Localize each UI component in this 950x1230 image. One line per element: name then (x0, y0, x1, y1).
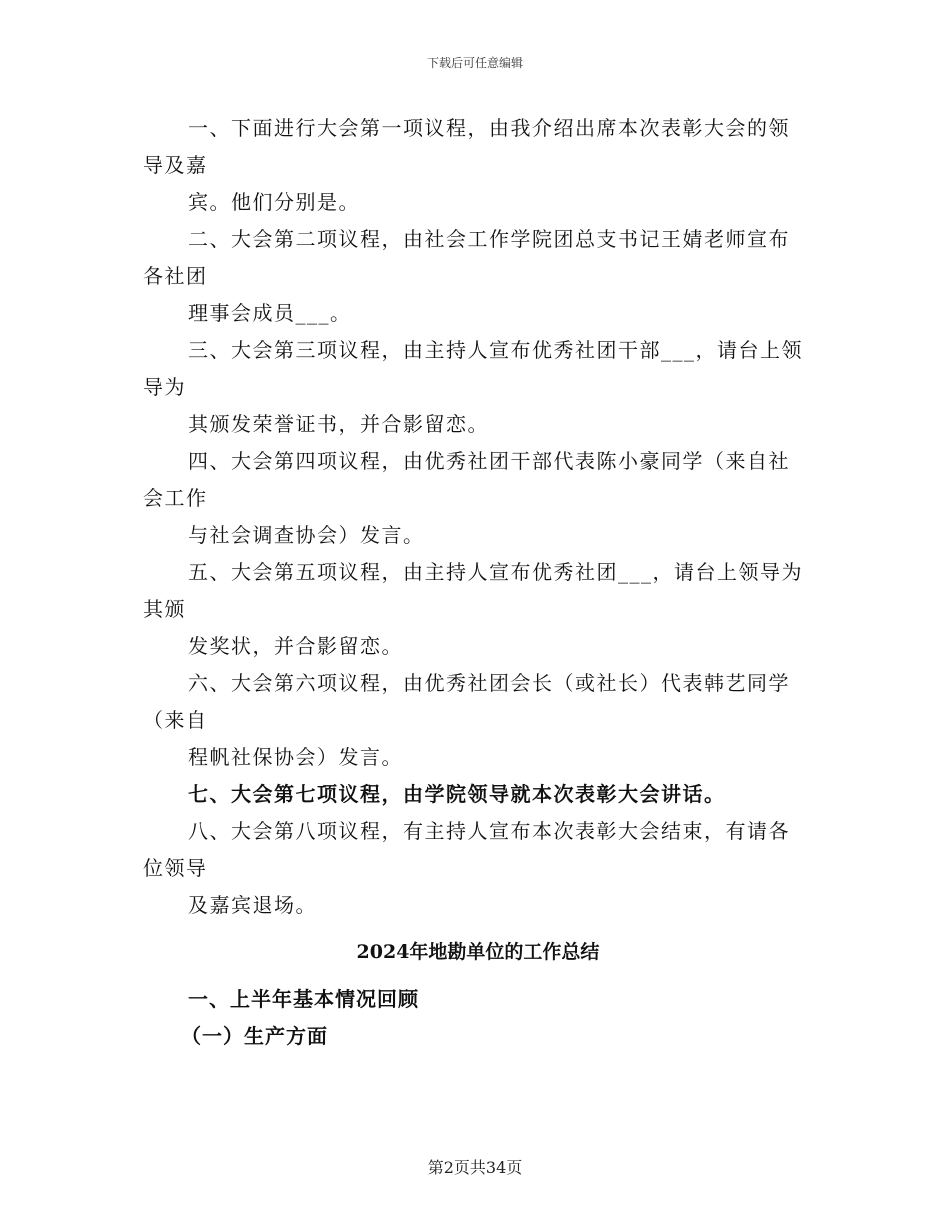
section-heading: 一、上半年基本情况回顾 (188, 987, 419, 1011)
paragraph-line: 及嘉宾退场。 (188, 893, 317, 917)
paragraph-line: 与社会调查协会）发言。 (188, 523, 425, 547)
section-title: 2024年地勘单位的工作总结 (356, 941, 600, 963)
paragraph-line: 程帆社保协会）发言。 (188, 745, 403, 769)
agenda-item-2 (143, 221, 813, 332)
paragraph-line: 各社团 (143, 264, 208, 288)
page-header: 下载后可任意编辑 (426, 56, 523, 70)
document-body (143, 110, 813, 1055)
paragraph-line: 七、大会第七项议程，由学院领导就本次表彰大会讲话。 (188, 782, 726, 806)
agenda-item-1 (143, 110, 813, 221)
paragraph-line: 一、下面进行大会第一项议程，由我介绍出席本次表彰大会的领 (188, 116, 790, 140)
paragraph-line: 五、大会第五项议程，由主持人宣布优秀社团___，请台上领导为 (188, 560, 803, 584)
agenda-item-4 (143, 443, 813, 554)
paragraph-line: 八、大会第八项议程，有主持人宣布本次表彰大会结束，有请各 (188, 819, 790, 843)
paragraph-line: 导及嘉 (143, 153, 208, 177)
paragraph-line: 其颁 (143, 597, 186, 621)
paragraph-line: 二、大会第二项议程，由社会工作学院团总支书记王婧老师宣布 (188, 227, 790, 251)
agenda-item-5 (143, 554, 813, 665)
agenda-item-7 (143, 776, 813, 813)
paragraph-line: 其颁发荣誉证书，并合影留恋。 (188, 412, 489, 436)
paragraph-line: 导为 (143, 375, 186, 399)
paragraph-line: 六、大会第六项议程，由优秀社团会长（或社长）代表韩艺同学 (188, 671, 790, 695)
paragraph-line: 位领导 (143, 856, 208, 880)
paragraph-line: （来自 (143, 708, 208, 732)
agenda-item-8 (143, 813, 813, 924)
paragraph-line: 发奖状，并合影留恋。 (188, 634, 403, 658)
agenda-item-3 (143, 332, 813, 443)
paragraph-line: 理事会成员___。 (188, 301, 352, 325)
agenda-item-6 (143, 665, 813, 776)
paragraph-line: 宾。他们分别是。 (188, 190, 360, 214)
page-footer: 第2页共34页 (427, 1158, 523, 1177)
paragraph-line: 会工作 (143, 486, 208, 510)
section-subheading: （一）生产方面 (181, 1024, 328, 1048)
paragraph-line: 四、大会第四项议程，由优秀社团干部代表陈小豪同学（来自社 (188, 449, 790, 473)
paragraph-line: 三、大会第三项议程，由主持人宣布优秀社团干部___，请台上领 (188, 338, 803, 362)
